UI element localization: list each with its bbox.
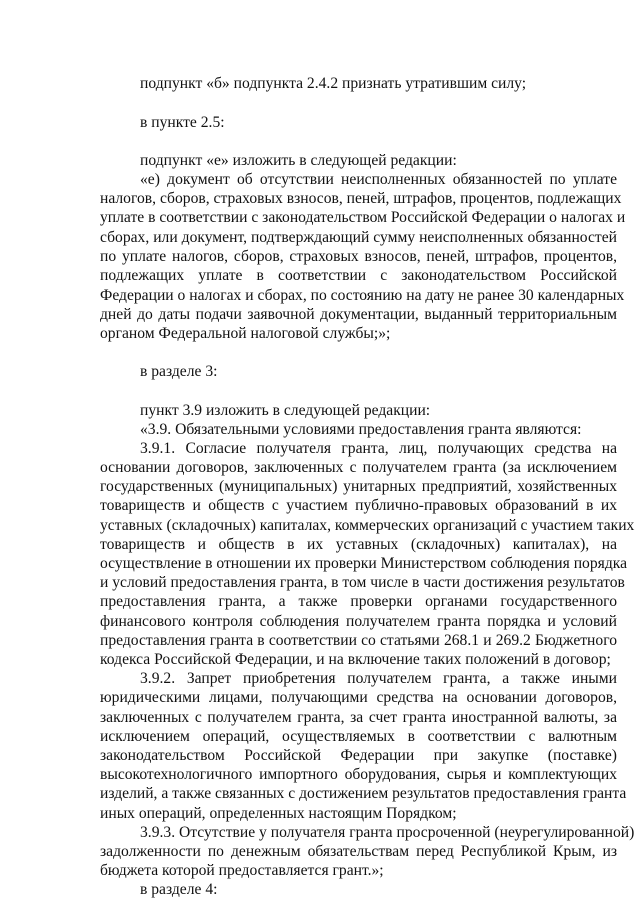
text-line: подпункт «б» подпункта 2.4.2 признать утратившим силу; [140, 75, 527, 92]
text-line: налогов, сборов, страховых взносов, пеней, штрафов, процентов, подлежащих [100, 190, 622, 207]
text-line: бюджета которой предоставляется грант.»; [100, 862, 384, 879]
text-line: исключением операций, осуществляемых в соответствии с валютным [100, 728, 617, 745]
text-line: изделий, а также связанных с достижением результатов предоставления гранта [100, 785, 627, 802]
text-line: основании договоров, заключенных с получателем гранта (за исключением [100, 459, 617, 476]
text-line: дней до даты подачи заявочной документации, выданный территориальным [100, 306, 617, 323]
text-line: иных операций, определенных настоящим Порядком; [100, 805, 457, 822]
text-line: по уплате налогов, сборов, страховых взносов, пеней, штрафов, процентов, [100, 248, 617, 265]
text-line: 3.9.2. Запрет приобретения получателем гранта, а также иными [140, 670, 617, 687]
text-line: в разделе 4: [140, 881, 218, 898]
text-line: законодательством Российской Федерации при закупке (поставке) [100, 747, 617, 764]
text-line: уставных (складочных) капиталах, коммерческих организаций с участием таких [100, 517, 635, 534]
text-line: заключенных с получателем гранта, за счет гранта иностранной валюты, за [100, 709, 617, 726]
text-line: пункт 3.9 изложить в следующей редакции: [140, 402, 431, 419]
text-line: высокотехнологичного импортного оборудования, сырья и комплектующих [100, 766, 617, 783]
text-line: государственных (муниципальных) унитарных предприятий, хозяйственных [100, 478, 617, 495]
text-line: задолженности по денежным обязательствам перед Республикой Крым, из [100, 843, 617, 860]
text-line: предоставления гранта в соответствии со статьями 268.1 и 269.2 Бюджетного [100, 632, 617, 649]
text-line: сборах, или документ, подтверждающий сумму неисполненных обязанностей [100, 229, 617, 246]
text-line: в разделе 3: [140, 363, 218, 380]
text-line: и условий предоставления гранта, в том числе в части достижения результатов [100, 574, 625, 591]
text-line: финансового контроля соблюдения получателем гранта порядка и условий [100, 613, 617, 630]
text-line: осуществление в отношении их проверки Министерством соблюдения порядка [100, 555, 628, 572]
text-line: кодекса Российской Федерации, и на включение таких положений в договор; [100, 651, 611, 668]
text-line: уплате в соответствии с законодательством Российской Федерации о налогах и [100, 209, 626, 226]
text-line: в пункте 2.5: [140, 114, 225, 131]
text-line: подлежащих уплате в соответствии с законодательством Российской [100, 267, 617, 284]
text-line: 3.9.1. Согласие получателя гранта, лиц, получающих средства на [140, 440, 617, 457]
text-line: юридическими лицами, получающими средства на основании договоров, [100, 689, 617, 706]
text-line: 3.9.3. Отсутствие у получателя гранта просроченной (неурегулированной) [140, 824, 635, 841]
text-line: товариществ и обществ с участием публично-правовых образований в их [100, 497, 617, 514]
text-line: товариществ и обществ в их уставных (складочных) капиталах), на [100, 536, 617, 553]
text-line: «е) документ об отсутствии неисполненных обязанностей по уплате [140, 171, 617, 188]
text-line: органом Федеральной налоговой службы;»; [100, 325, 391, 342]
text-line: Федерации о налогах и сборах, по состоянию на дату не ранее 30 календарных [100, 287, 625, 304]
text-line: подпункт «е» изложить в следующей редакции: [140, 152, 457, 169]
text-line: предоставления гранта, а также проверки органами государственного [100, 593, 617, 610]
text-line: «3.9. Обязательными условиями предоставления гранта являются: [140, 421, 582, 438]
